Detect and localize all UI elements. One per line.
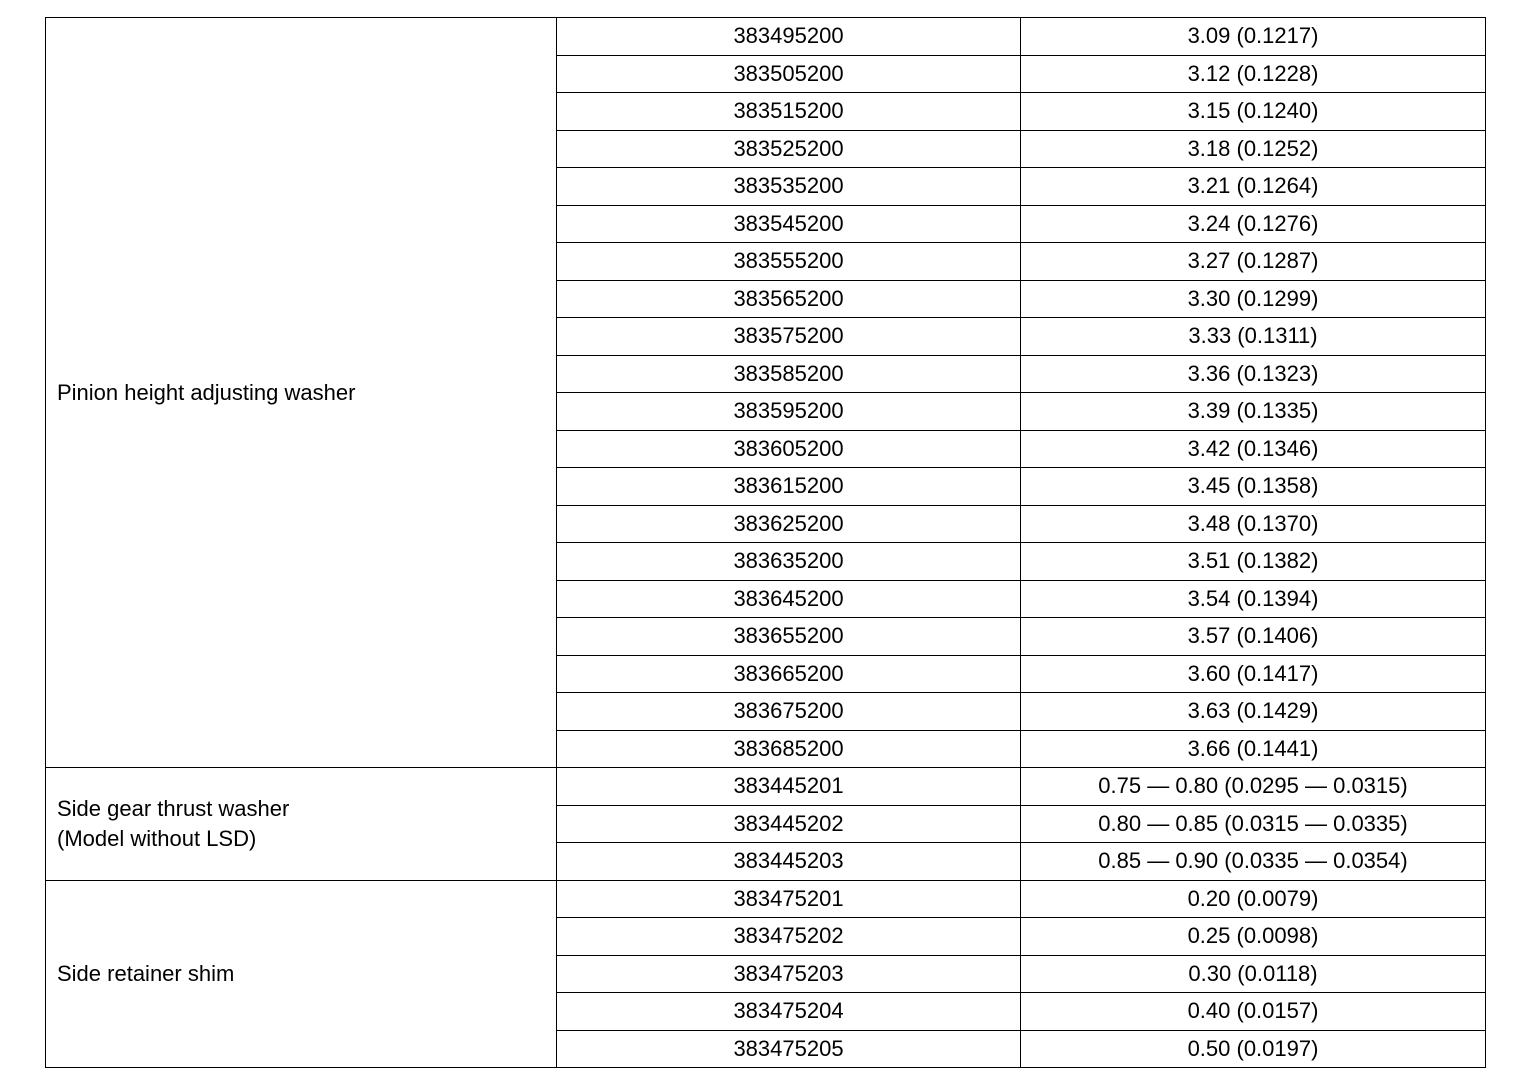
thickness-cell: 3.24 (0.1276) xyxy=(1021,205,1486,243)
table-row xyxy=(46,880,1486,918)
table-row xyxy=(46,768,1486,806)
thickness-cell: 3.57 (0.1406) xyxy=(1021,618,1486,656)
table-row xyxy=(46,18,1486,56)
part-number-cell: 383665200 xyxy=(557,655,1021,693)
part-number-cell: 383505200 xyxy=(557,55,1021,93)
part-number-cell: 383635200 xyxy=(557,543,1021,581)
part-number-cell: 383475204 xyxy=(557,993,1021,1031)
thickness-cell: 3.18 (0.1252) xyxy=(1021,130,1486,168)
thickness-cell: 0.25 (0.0098) xyxy=(1021,918,1486,956)
part-number-cell: 383615200 xyxy=(557,468,1021,506)
part-number-cell: 383445201 xyxy=(557,768,1021,806)
thickness-cell: 0.30 (0.0118) xyxy=(1021,955,1486,993)
thickness-cell: 3.15 (0.1240) xyxy=(1021,93,1486,131)
part-name-cell: Side gear thrust washer (Model without LSD) xyxy=(46,768,557,881)
part-number-cell: 383535200 xyxy=(557,168,1021,206)
part-number-cell: 383445202 xyxy=(557,805,1021,843)
thickness-cell: 0.75 — 0.80 (0.0295 — 0.0315) xyxy=(1021,768,1486,806)
part-number-cell: 383625200 xyxy=(557,505,1021,543)
thickness-cell: 3.39 (0.1335) xyxy=(1021,393,1486,431)
thickness-cell: 3.63 (0.1429) xyxy=(1021,693,1486,731)
part-number-cell: 383585200 xyxy=(557,355,1021,393)
thickness-cell: 3.54 (0.1394) xyxy=(1021,580,1486,618)
thickness-cell: 3.51 (0.1382) xyxy=(1021,543,1486,581)
part-number-cell: 383545200 xyxy=(557,205,1021,243)
thickness-cell: 0.85 — 0.90 (0.0335 — 0.0354) xyxy=(1021,843,1486,881)
part-number-cell: 383565200 xyxy=(557,280,1021,318)
part-number-cell: 383445203 xyxy=(557,843,1021,881)
part-number-cell: 383475203 xyxy=(557,955,1021,993)
part-number-cell: 383645200 xyxy=(557,580,1021,618)
part-number-cell: 383605200 xyxy=(557,430,1021,468)
part-number-cell: 383475202 xyxy=(557,918,1021,956)
thickness-cell: 3.33 (0.1311) xyxy=(1021,318,1486,356)
thickness-cell: 3.60 (0.1417) xyxy=(1021,655,1486,693)
part-number-cell: 383495200 xyxy=(557,18,1021,56)
thickness-cell: 3.12 (0.1228) xyxy=(1021,55,1486,93)
part-number-cell: 383525200 xyxy=(557,130,1021,168)
part-number-cell: 383675200 xyxy=(557,693,1021,731)
thickness-cell: 0.40 (0.0157) xyxy=(1021,993,1486,1031)
thickness-cell: 3.36 (0.1323) xyxy=(1021,355,1486,393)
part-name-cell: Side retainer shim xyxy=(46,880,557,1068)
spec-table-body xyxy=(46,18,1486,1068)
part-number-cell: 383655200 xyxy=(557,618,1021,656)
thickness-cell: 3.45 (0.1358) xyxy=(1021,468,1486,506)
part-number-cell: 383475201 xyxy=(557,880,1021,918)
thickness-cell: 3.27 (0.1287) xyxy=(1021,243,1486,281)
shim-spec-table xyxy=(45,17,1486,1068)
part-number-cell: 383595200 xyxy=(557,393,1021,431)
thickness-cell: 3.09 (0.1217) xyxy=(1021,18,1486,56)
part-number-cell: 383575200 xyxy=(557,318,1021,356)
part-number-cell: 383475205 xyxy=(557,1030,1021,1068)
thickness-cell: 3.42 (0.1346) xyxy=(1021,430,1486,468)
thickness-cell: 0.80 — 0.85 (0.0315 — 0.0335) xyxy=(1021,805,1486,843)
part-number-cell: 383515200 xyxy=(557,93,1021,131)
part-name-cell: Pinion height adjusting washer xyxy=(46,18,557,768)
part-number-cell: 383685200 xyxy=(557,730,1021,768)
thickness-cell: 0.50 (0.0197) xyxy=(1021,1030,1486,1068)
part-number-cell: 383555200 xyxy=(557,243,1021,281)
thickness-cell: 3.21 (0.1264) xyxy=(1021,168,1486,206)
thickness-cell: 3.48 (0.1370) xyxy=(1021,505,1486,543)
thickness-cell: 3.30 (0.1299) xyxy=(1021,280,1486,318)
thickness-cell: 0.20 (0.0079) xyxy=(1021,880,1486,918)
thickness-cell: 3.66 (0.1441) xyxy=(1021,730,1486,768)
